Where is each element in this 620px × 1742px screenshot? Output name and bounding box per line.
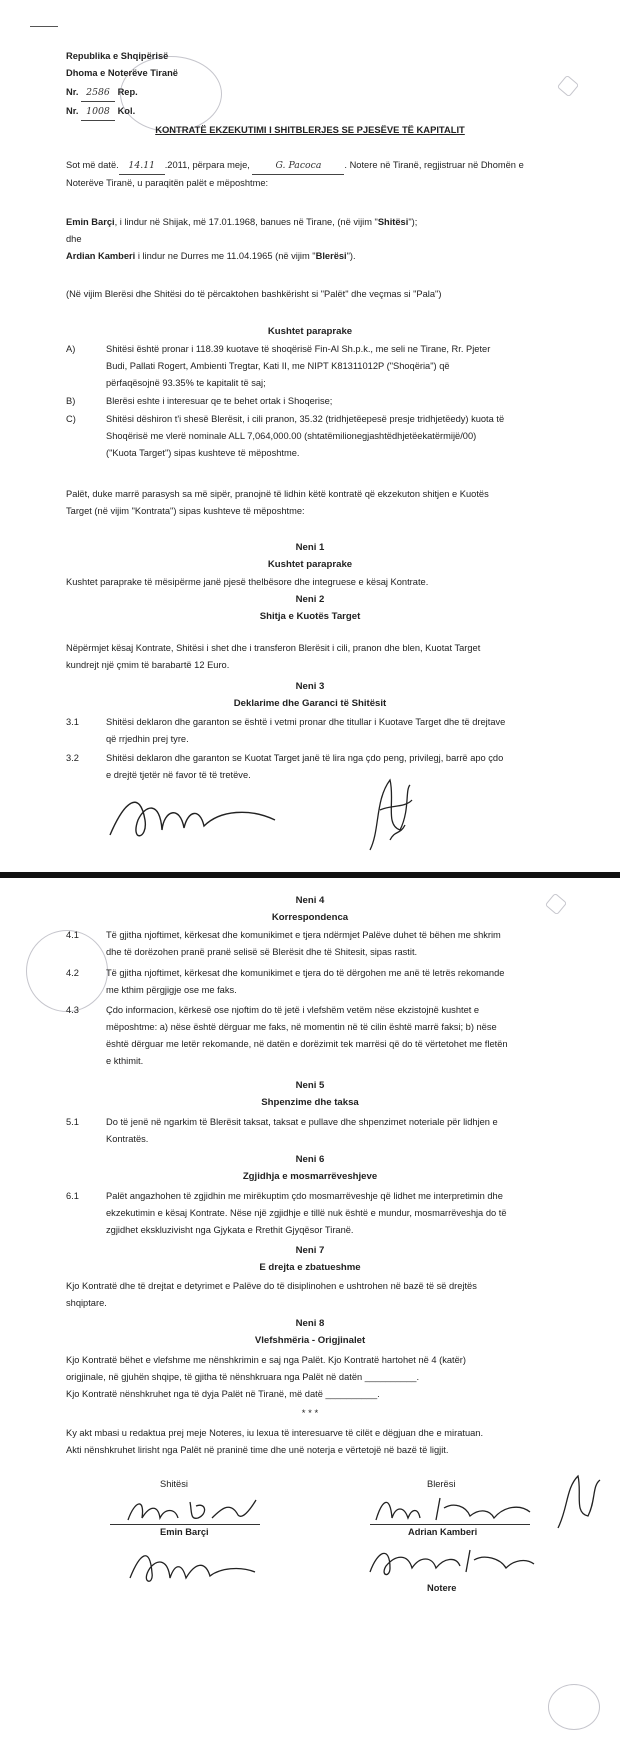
- article-number: Neni 7: [295, 1245, 325, 1256]
- article-text: Kjo Kontratë dhe të drejtat e detyrimet e Palëve do të disiplinohen e ushtrohen në bazë të së drejtës shqiptare.: [66, 1281, 477, 1308]
- clause-5-1: Do të jenë në ngarkim të Blerësit taksat, taksat e pullave dhe shpenzimet noteriale për lidhjen e Kontratës.: [106, 1117, 498, 1144]
- article-title: Zgjidhja e mosmarrëveshjeve: [242, 1171, 378, 1182]
- article-text: Kushtet paraprake të mësipërme janë pjesë thelbësore dhe integruese e kësaj Kontrate.: [66, 577, 429, 587]
- seller-signature-initials: [120, 1538, 260, 1588]
- intro-line-2: Noterëve Tiranë, u paraqitën palët e mëposhtme:: [66, 178, 269, 188]
- article-number: Neni 1: [295, 542, 325, 553]
- party-and: dhe: [66, 234, 82, 244]
- header-nr-kol: Nr. 1008 Kol.: [66, 103, 135, 121]
- notary-label: Notere: [427, 1583, 457, 1593]
- contract-page-2: [0, 878, 620, 1742]
- article-title: Shpenzime dhe taksa: [261, 1097, 359, 1108]
- article-title: E drejta e zbatueshme: [259, 1262, 361, 1273]
- article-title: Shitja e Kuotës Target: [259, 611, 361, 622]
- notary-seal-bottom: [548, 1684, 600, 1730]
- clause-4-3: Çdo informacion, kërkesë ose njoftim do të jetë i vlefshëm vetëm nëse ekzistojnë kushtet e mëposhtme: a) nëse është dërguar me faks, në momentin në të cilin është marrë faksi; b) nëse është dërguar me letër rekomande, në datën e dorëzimit tek marrësi që do të vërtetohet me fletën e kthimit.: [106, 1005, 508, 1066]
- buyer-name: Adrian Kamberi: [408, 1527, 478, 1537]
- clause-b: Blerësi eshte i interesuar qe te behet ortak i Shoqerise;: [106, 396, 333, 406]
- clause-a: Shitësi është pronar i 118.39 kuotave të shoqërisë Fin-Al Sh.p.k., me seli ne Tirane, Rr. Pjeter Budi, Pallati Rogert, Ambienti Tregtar, Kati II, me NIPT K81311012P ("Shoqëria") që përfaqësojnë 93.35% te kapitalit të saj;: [106, 344, 491, 388]
- article-number: Neni 8: [295, 1318, 325, 1329]
- seller-name: Emin Barçi: [160, 1527, 209, 1537]
- article-number: Neni 2: [295, 594, 325, 605]
- agreement-intro: Palët, duke marrë parasysh sa më sipër, pranojnë të lidhin këtë kontratë që ekzekuton shitjen e Kuotës Target (në vijim "Kontrata") sipas kushteve të mëposhtme:: [66, 489, 489, 516]
- party-buyer: Ardian Kamberi i lindur ne Durres me 11.04.1965 (në vijim "Blerësi").: [66, 251, 356, 261]
- seller-label: Shitësi: [160, 1479, 188, 1489]
- buyer-signature: [350, 770, 430, 860]
- clause-label: B): [66, 396, 76, 406]
- clause-label: A): [66, 344, 76, 354]
- clause-label: 4.3: [66, 1005, 79, 1015]
- article-title: Korrespondenca: [271, 912, 349, 923]
- corner-mark-right: [557, 75, 580, 98]
- clause-c: Shitësi dëshiron t'i shesë Blerësit, i cili pranon, 35.32 (tridhjetëepesë presje tridhjetëedy) kuota të Shoqërisë me vlerë nominale ALL 7,064,000.00 (shtatëmilionegjashtëdhjetëekatërmijë/00) ("Kuota Target") sipas kushteve të mëposhtme.: [106, 414, 505, 458]
- article-title: Deklarime dhe Garanci të Shitësit: [233, 698, 387, 709]
- buyer-signature-name: [370, 1488, 550, 1528]
- party-seller: Emin Barçi, i lindur në Shijak, më 17.01.1968, banues në Tirane, (në vijim "Shitësi");: [66, 217, 418, 227]
- clause-4-2: Të gjitha njoftimet, kërkesat dhe komunikimet e tjera do të dërgohen me anë të letrës rekomande me kthim përgjigje ose me faks.: [106, 968, 505, 995]
- clause-label: 6.1: [66, 1191, 79, 1201]
- article-number: Neni 4: [295, 895, 325, 906]
- clause-label: 3.2: [66, 753, 79, 763]
- contract-title: KONTRATË EKZEKUTIMI I SHITBLERJES SE PJESËVE TË KAPITALIT: [155, 124, 465, 135]
- notary-signature: [360, 1538, 540, 1582]
- header-republic: Republika e Shqipërisë: [66, 51, 169, 61]
- notary-seal: [120, 56, 222, 132]
- header-chamber: Dhoma e Noterëve Tiranë: [66, 68, 178, 78]
- closing-statement: Ky akt mbasi u redaktua prej meje Noteres, iu lexua të interesuarve të cilët e dëgjuan dhe e miratuan. Akti nënshkruhet lirisht nga Palët në praninë time dhe unë noterja e vërtetojë në bazë të ligjit.: [66, 1428, 484, 1455]
- section-separator-stars: * * *: [301, 1408, 319, 1419]
- article-text: Nëpërmjet kësaj Kontrate, Shitësi i shet dhe i transferon Blerësit i cili, pranon dhe blen, Kuotat Target kundrejt një çmim të barabartë 12 Euro.: [66, 643, 481, 670]
- clause-3-1: Shitësi deklaron dhe garanton se është i vetmi pronar dhe titullar i Kuotave Target dhe të drejtave që rrjedhin prej tyre.: [106, 717, 506, 744]
- intro-line-1: Sot më datë. 14.11 .2011, përpara meje, G. Pacoca . Notere në Tiranë, regjistruar në Dhomën e: [66, 157, 524, 175]
- article-number: Neni 6: [295, 1154, 325, 1165]
- article-title: Kushtet paraprake: [267, 559, 353, 570]
- clause-3-2: Shitësi deklaron dhe garanton se Kuotat Target janë të lira nga çdo peng, privilegj, barrë apo çdo e drejtë tjetër në favor të të tretëve.: [106, 753, 504, 780]
- corner-mark: [30, 26, 58, 27]
- clause-6-1: Palët angazhohen të zgjidhin me mirëkuptim çdo mosmarrëveshje që lidhet me interpretimin dhe ekzekutimin e kësaj Kontrate. Nëse një zgjidhje e tillë nuk është e mundur, mosmarrëveshja do të zgjidhet ekskluzivisht nga Gjykata e Rrethit Gjyqësor Tiranë.: [106, 1191, 507, 1235]
- clause-4-1: Të gjitha njoftimet, kërkesat dhe komunikimet e tjera ndërmjet Palëve duhet të bëhen me shkrim dhe të dorëzohen pranë pranë selisë së Blerësit dhe të Shitesit, sipas rastit.: [106, 930, 501, 957]
- clause-label: C): [66, 414, 76, 424]
- buyer-label: Blerësi: [427, 1479, 456, 1489]
- clause-label: 4.2: [66, 968, 79, 978]
- seller-signature: [100, 780, 280, 850]
- buyer-signature-initials: [548, 1468, 608, 1538]
- clause-label: 5.1: [66, 1117, 79, 1127]
- article-title: Vlefshmëria - Origjinalet: [254, 1335, 366, 1346]
- article-text: Kjo Kontratë bëhet e vlefshme me nënshkrimin e saj nga Palët. Kjo Kontratë hartohet në 4 (katër) origjinale, në gjuhën shqipe, të gjitha të nënshkruara nga Palët në datën __________. Kjo Kontratë nënshkruhet nga të dyja Palët në Tiranë, më datë __________.: [66, 1355, 466, 1399]
- article-number: Neni 5: [295, 1080, 325, 1091]
- clause-label: 3.1: [66, 717, 79, 727]
- collective-definition: (Në vijim Blerësi dhe Shitësi do të përcaktohen bashkërisht si "Palët" dhe veçmas si "Pala"): [66, 289, 442, 299]
- preconditions-heading: Kushtet paraprake: [267, 326, 353, 337]
- article-number: Neni 3: [295, 681, 325, 692]
- clause-label: 4.1: [66, 930, 79, 940]
- header-nr-rep: Nr. 2586 Rep.: [66, 84, 138, 102]
